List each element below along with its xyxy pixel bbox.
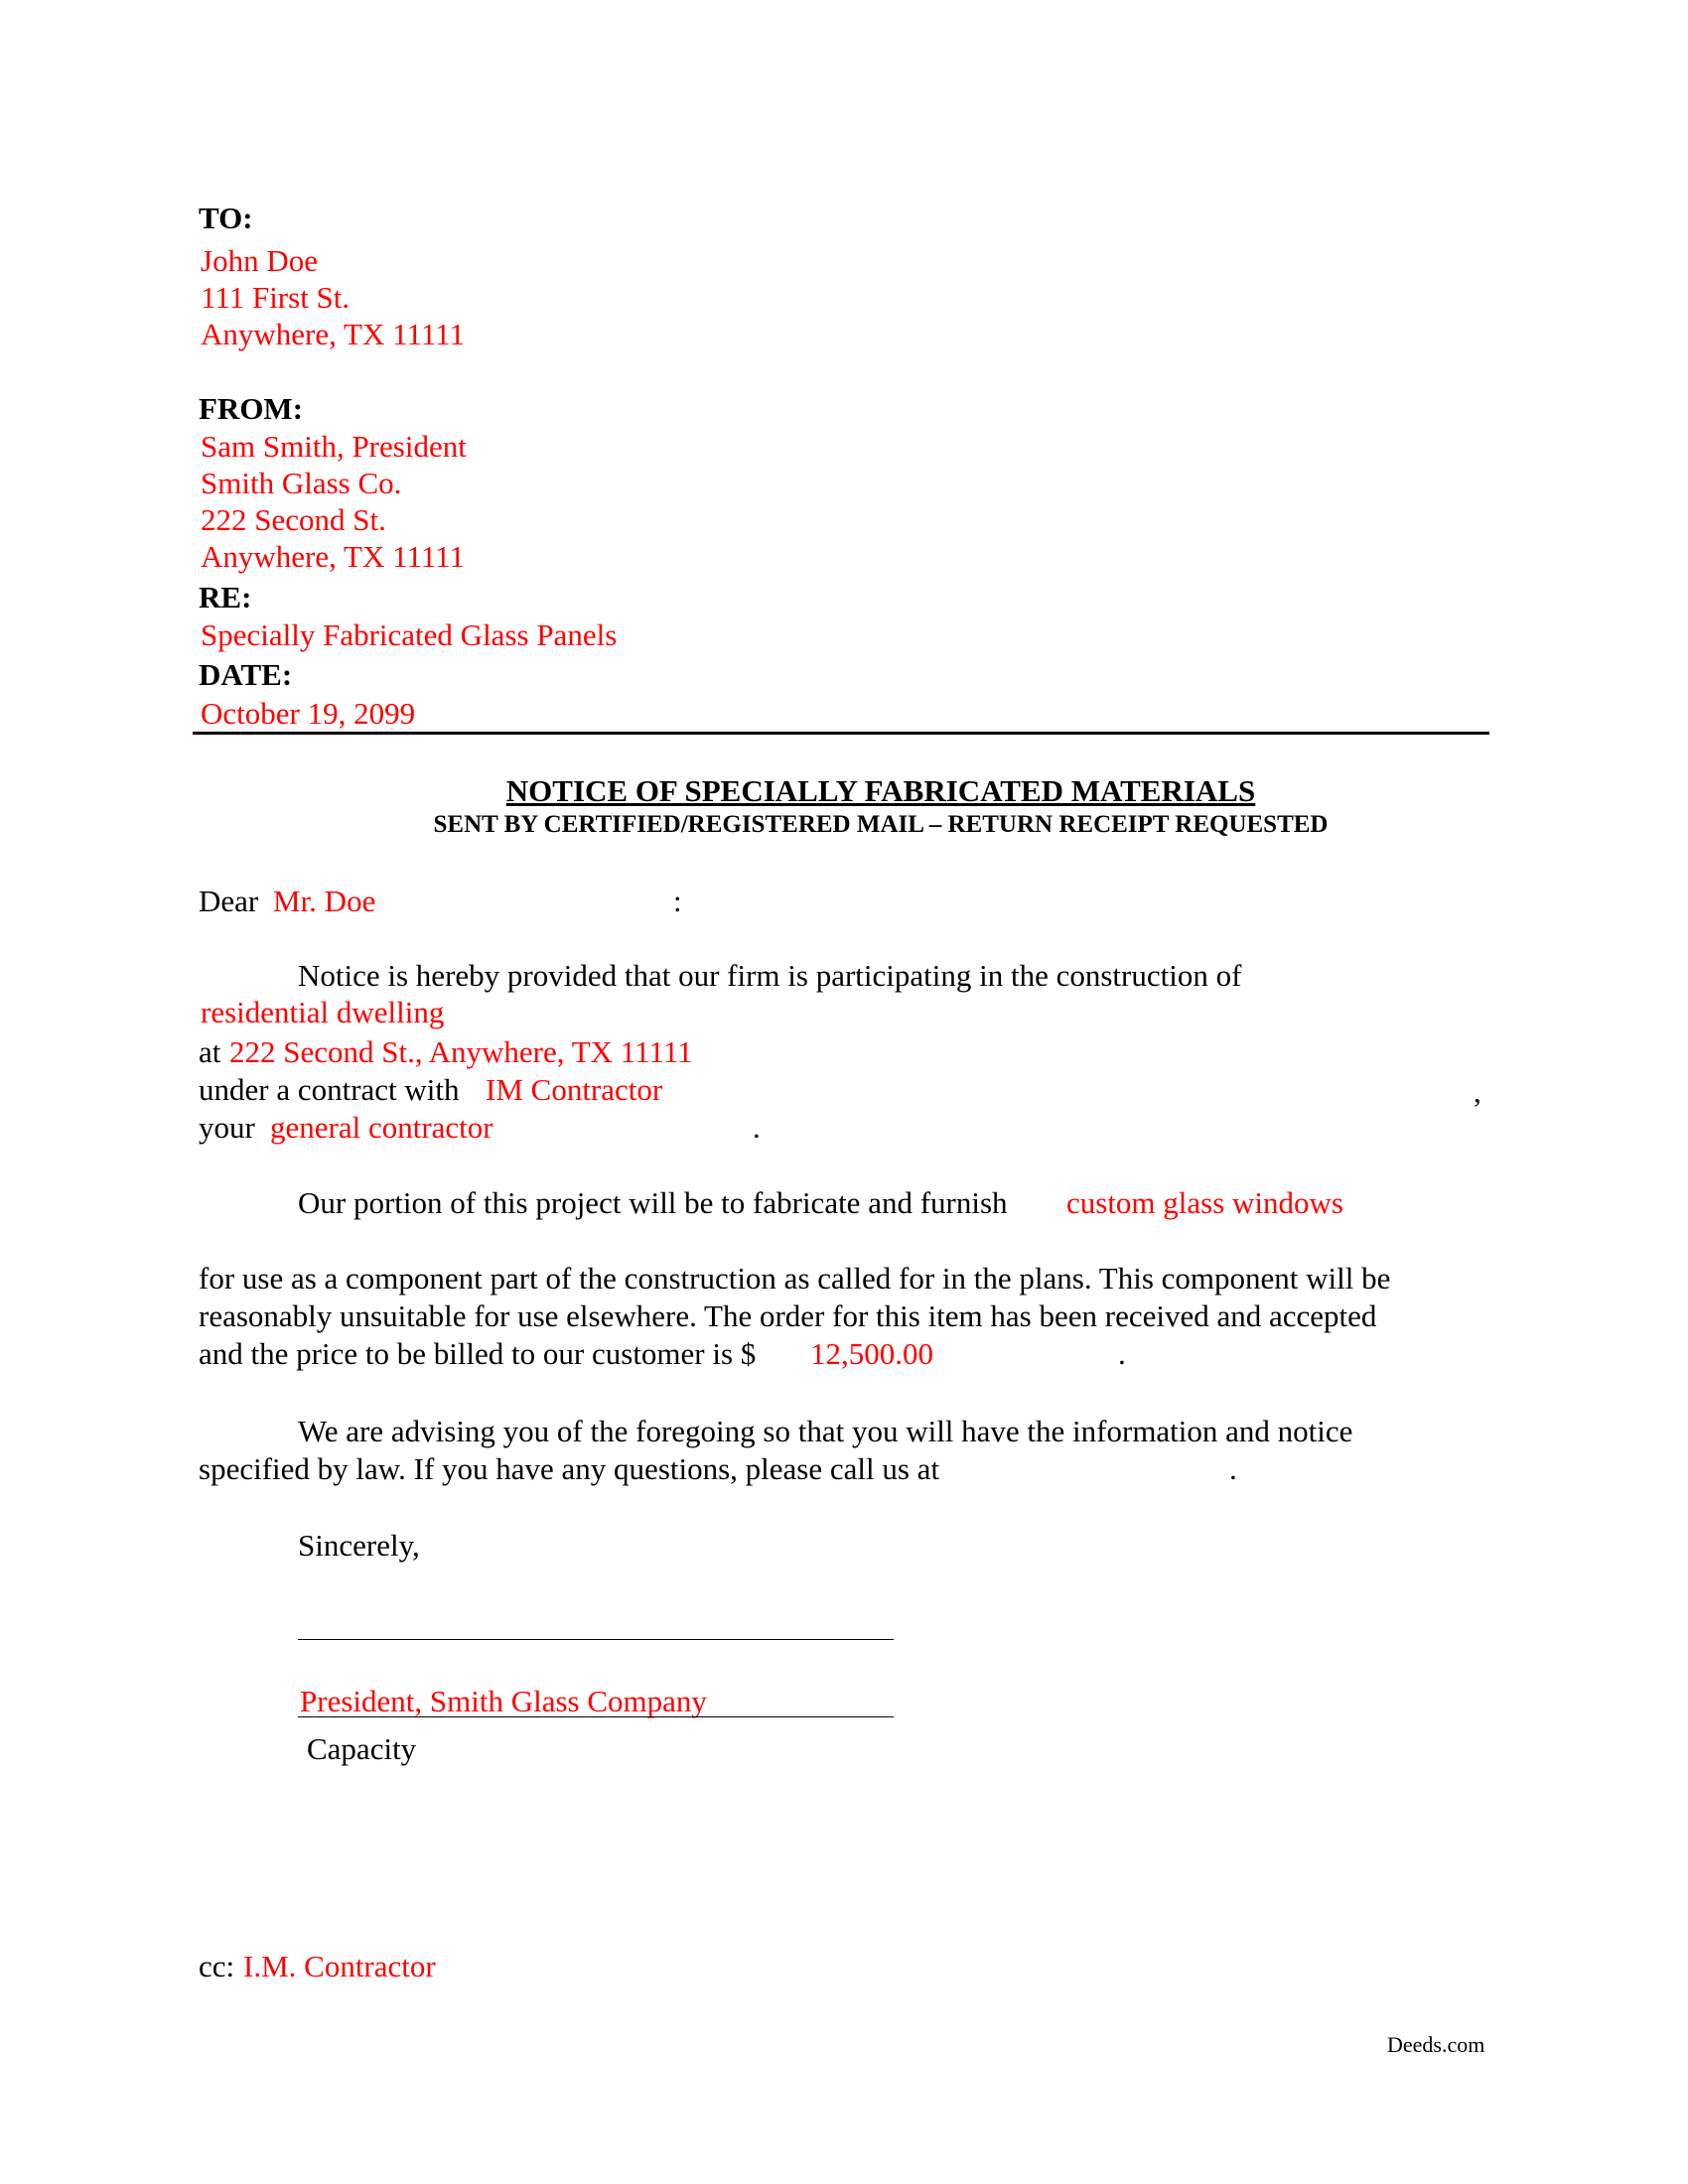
- from-company: Smith Glass Co.: [201, 466, 402, 500]
- para2-line2: for use as a component part of the construction as called for in the plans. This component will be: [199, 1261, 1391, 1296]
- para2-line4: and the price to be billed to our customer is $: [199, 1336, 757, 1371]
- para1-at-prefix: at: [199, 1034, 221, 1069]
- para1-address: 222 Second St., Anywhere, TX 11111: [229, 1034, 693, 1069]
- capacity-line: [298, 1716, 894, 1717]
- para2-line3: reasonably unsuitable for use elsewhere. The order for this item has been received and accepted: [199, 1298, 1377, 1333]
- para1-contractor-role: general contractor: [270, 1110, 493, 1145]
- cc-value: I.M. Contractor: [243, 1949, 436, 1983]
- notice-title: NOTICE OF SPECIALLY FABRICATED MATERIALS: [505, 773, 1256, 808]
- para2-period: .: [1118, 1336, 1126, 1371]
- para1-contractor: IM Contractor: [486, 1072, 663, 1107]
- signature-line: [298, 1639, 894, 1640]
- signature-capacity-value: President, Smith Glass Company: [300, 1684, 707, 1718]
- para3-period: .: [1229, 1451, 1237, 1486]
- footer-brand: Deeds.com: [1387, 2032, 1485, 2057]
- para1-your-prefix: your: [199, 1110, 255, 1145]
- para2-item: custom glass windows: [1066, 1185, 1343, 1220]
- para2-price: 12,500.00: [810, 1336, 933, 1371]
- para1-contract-prefix: under a contract with: [199, 1072, 460, 1107]
- date-value: October 19, 2099: [201, 696, 416, 731]
- from-label: FROM:: [199, 391, 304, 426]
- to-city: Anywhere, TX 11111: [201, 317, 466, 351]
- from-city: Anywhere, TX 11111: [201, 539, 466, 574]
- para1-period: .: [753, 1110, 761, 1145]
- to-name: John Doe: [201, 243, 318, 278]
- re-value: Specially Fabricated Glass Panels: [201, 617, 618, 652]
- salutation-prefix: Dear: [199, 884, 259, 918]
- closing: Sincerely,: [298, 1528, 420, 1563]
- header-divider: [193, 732, 1489, 735]
- signature-capacity-label: Capacity: [307, 1731, 417, 1766]
- para1-comma: ,: [1474, 1074, 1481, 1109]
- para3-line1: We are advising you of the foregoing so that you will have the information and notice: [298, 1414, 1353, 1448]
- salutation-colon: :: [673, 884, 682, 918]
- para2-text: Our portion of this project will be to fabricate and furnish: [298, 1185, 1008, 1220]
- cc-label: cc:: [199, 1949, 235, 1983]
- para1-project-type: residential dwelling: [201, 995, 445, 1029]
- para3-line2: specified by law. If you have any questions, please call us at: [199, 1451, 940, 1486]
- para1-text: Notice is hereby provided that our firm is participating in the construction of: [298, 958, 1242, 993]
- date-label: DATE:: [199, 657, 293, 692]
- from-street: 222 Second St.: [201, 502, 386, 537]
- re-label: RE:: [199, 580, 252, 614]
- to-label: TO:: [199, 201, 253, 235]
- salutation-name: Mr. Doe: [273, 884, 376, 918]
- notice-subtitle: SENT BY CERTIFIED/REGISTERED MAIL – RETURN RECEIPT REQUESTED: [433, 811, 1329, 838]
- from-name: Sam Smith, President: [201, 429, 467, 464]
- to-street: 111 First St.: [201, 280, 351, 315]
